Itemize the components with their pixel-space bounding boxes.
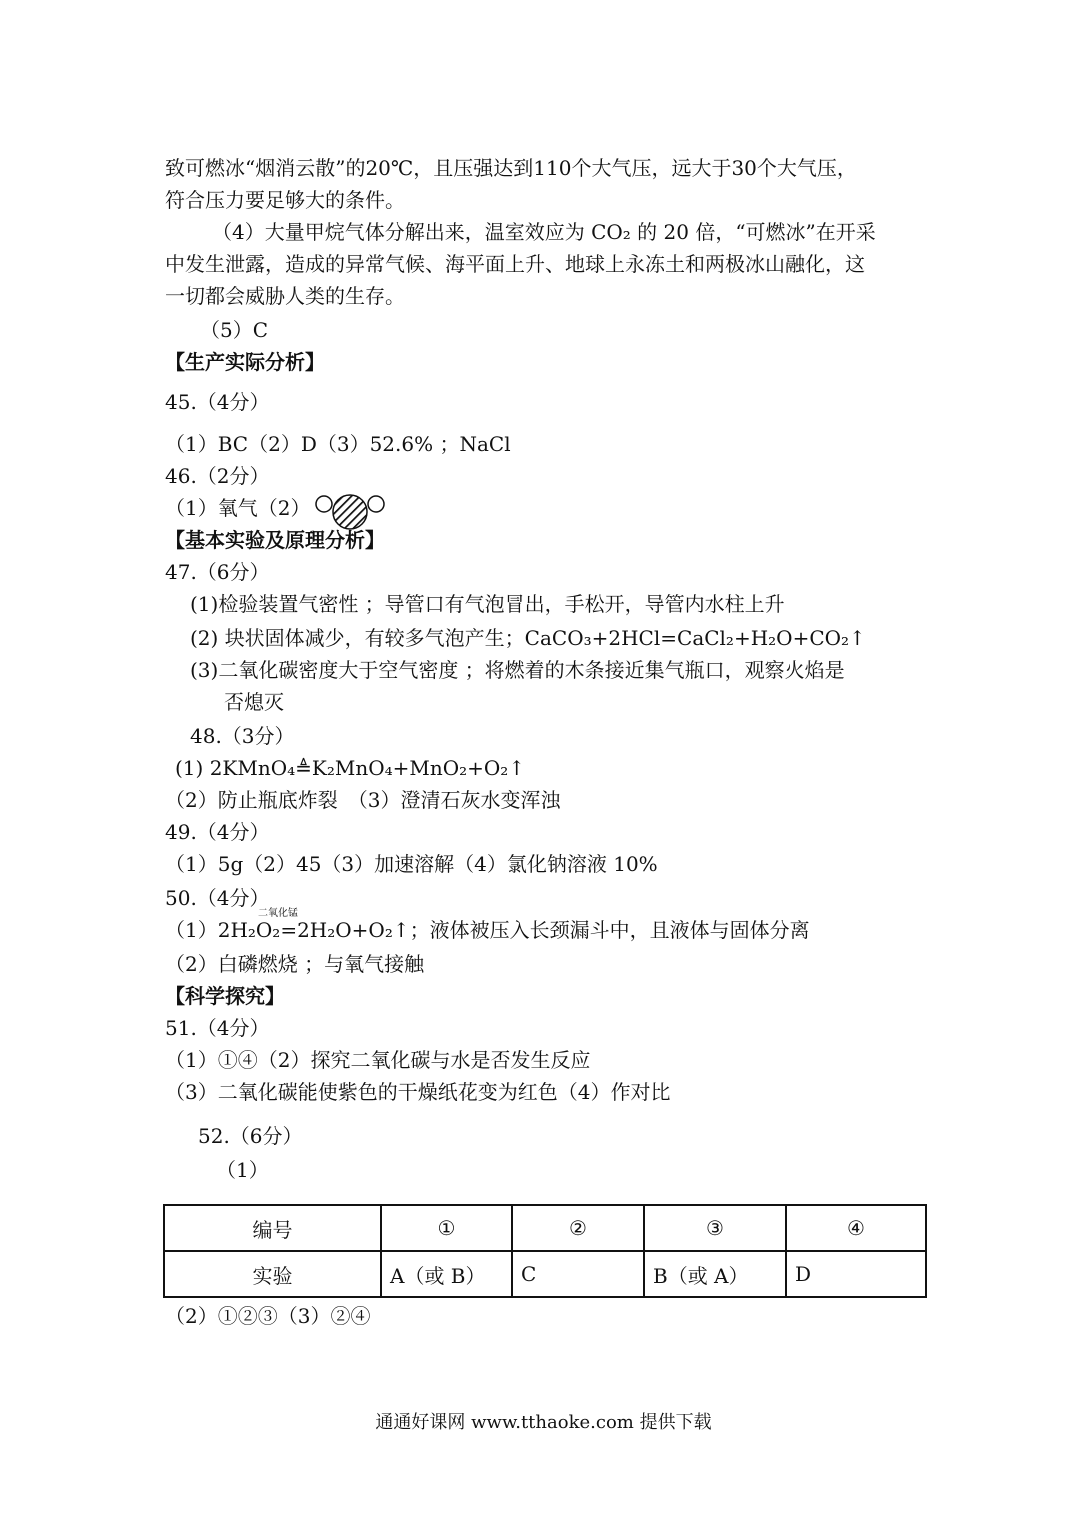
table-cell: ③ xyxy=(644,1205,786,1251)
answer-line: （1）BC（2）D（3）52.6% ；NaCl xyxy=(165,432,511,456)
text-line: （5）C xyxy=(200,318,269,342)
text-line: 符合压力要足够大的条件。 xyxy=(165,188,405,212)
table-cell: A（或 B） xyxy=(381,1251,512,1297)
question-number: 51.（4分） xyxy=(165,1016,270,1040)
question-number: 48.（3分） xyxy=(190,724,295,748)
answer-line: （1）①④（2）探究二氧化碳与水是否发生反应 xyxy=(165,1048,591,1072)
table-cell: 实验 xyxy=(164,1251,381,1297)
answer-line: （1）5g（2）45（3）加速溶解（4）氯化钠溶液 10% xyxy=(165,852,658,876)
table-cell: ① xyxy=(381,1205,512,1251)
answer-line: （2）白磷燃烧 ；与氧气接触 xyxy=(165,952,425,976)
section-heading: 【基本实验及原理分析】 xyxy=(165,528,385,552)
answer-line: (2) 块状固体减少，有较多气泡产生；CaCO₃+2HCl=CaCl₂+H₂O+CO₂↑ xyxy=(190,626,866,650)
section-heading: 【科学探究】 xyxy=(165,984,285,1008)
answer-line: 否熄灭 xyxy=(224,690,284,714)
text-line: 一切都会威胁人类的生存。 xyxy=(165,284,405,308)
table-cell: D xyxy=(786,1251,926,1297)
section-heading: 【生产实际分析】 xyxy=(165,350,325,374)
question-number: 47.（6分） xyxy=(165,560,270,584)
question-number: 49.（4分） xyxy=(165,820,270,844)
answer-line: (1) 2KMnO₄≜K₂MnO₄+MnO₂+O₂↑ xyxy=(175,756,526,780)
table-cell: ④ xyxy=(786,1205,926,1251)
text-line: 中发生泄露，造成的异常气候、海平面上升、地球上永冻土和两极冰山融化，这 xyxy=(165,252,865,276)
text-line: 致可燃冰“烟消云散”的20℃，且压强达到110个大气压，远大于30个大气压， xyxy=(165,156,857,180)
answer-line: （2）①②③（3）②④ xyxy=(165,1304,371,1328)
answer-line: (1)检验装置气密性 ；导管口有气泡冒出，手松开，导管内水柱上升 xyxy=(190,592,785,616)
question-number: 50.（4分） xyxy=(165,886,270,910)
question-number: 45.（4分） xyxy=(165,390,270,414)
answer-line: （1）2H₂O₂=2H₂O+O₂↑；液体被压入长颈漏斗中，且液体与固体分离 xyxy=(165,918,810,942)
answer-line: （2）防止瓶底炸裂 （3）澄清石灰水变浑浊 xyxy=(165,788,561,812)
text-line: （4）大量甲烷气体分解出来，温室效应为 CO₂ 的 20 倍，“可燃冰”在开采 xyxy=(212,220,876,244)
answer-line: （1）氧气（2） xyxy=(165,496,311,520)
table-row xyxy=(164,1205,926,1251)
table-cell: 编号 xyxy=(164,1205,381,1251)
answer-line: （3）二氧化碳能使紫色的干燥纸花变为红色（4）作对比 xyxy=(165,1080,671,1104)
answer-line: (3)二氧化碳密度大于空气密度 ；将燃着的木条接近集气瓶口，观察火焰是 xyxy=(190,658,845,682)
table-row xyxy=(164,1251,926,1297)
question-number: 46.（2分） xyxy=(165,464,270,488)
catalyst-label: 二氧化锰 xyxy=(258,908,298,919)
table-cell: B（或 A） xyxy=(644,1251,786,1297)
table-cell: ② xyxy=(512,1205,644,1251)
experiment-table xyxy=(163,1204,927,1298)
question-number: 52.（6分） xyxy=(198,1124,303,1148)
answer-line: （1） xyxy=(216,1158,269,1182)
page-footer: 通通好课网 www.tthaoke.com 提供下载 xyxy=(375,1412,712,1433)
table-cell: C xyxy=(512,1251,644,1297)
